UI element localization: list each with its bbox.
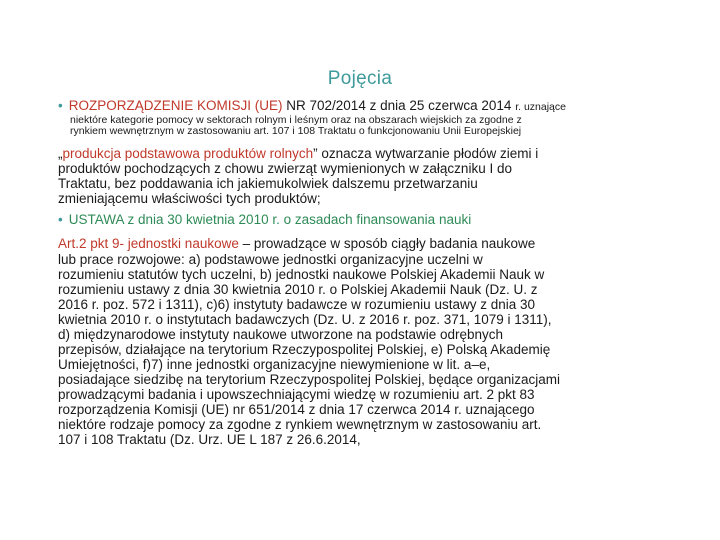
article-line: 2016 r. poz. 572 i 1311), c)6) instytuty badawcze w rozumieniu ustawy z dnia 30 xyxy=(58,297,536,312)
definition-line-1-rest: ” oznacza wytwarzanie płodów ziemi i xyxy=(313,146,539,161)
bullet-dot-icon: • xyxy=(58,212,63,227)
article-line: d) międzynarodowe instytuty naukowe utworzone na podstawie odrębnych xyxy=(58,327,504,342)
act-text: USTAWA z dnia 30 kwietnia 2010 r. o zasadach finansowania nauki xyxy=(68,212,472,227)
article-line: posiadające siedzibę na terytorium Rzeczypospolitej Polskiej, będące organizacjami xyxy=(58,372,561,387)
regulation-sub-line-2: rynkiem wewnętrznym w zastosowaniu art. 107 i 108 Traktatu o funkcjonowaniu Unii Europejskiej xyxy=(70,125,522,137)
bullet-act xyxy=(58,212,471,227)
definition-line-2: produktów pochodzących z chowu zwierząt wymienionych w załączniku I do xyxy=(58,161,512,176)
bullet-regulation xyxy=(58,98,566,113)
article-line: przepisów, działające na terytorium Rzeczypospolitej Polskiej, e) Polską Akademię xyxy=(58,342,551,357)
definition-open-quote: „ xyxy=(58,146,63,161)
bullet-dot-icon: • xyxy=(58,98,63,113)
article-line: prowadzącymi badania i upowszechniającymi wiedzę w rozumieniu art. 2 pkt 83 xyxy=(58,387,535,402)
article-line: lub prace rozwojowe: a) podstawowe jednostki organizacyjne uczelni w xyxy=(58,252,483,267)
definition-line-3: Traktatu, bez poddawania ich jakiemukolwiek dalszemu przetwarzaniu xyxy=(58,176,478,191)
article-line: rozumieniu ustawy z dnia 30 kwietnia 2010 r. o Polskiej Akademii Nauk (Dz. U. z xyxy=(58,282,538,297)
article-head xyxy=(58,236,535,251)
regulation-tail: r. uznające xyxy=(515,101,566,113)
article-head-rest: – prowadzące w sposób ciągły badania naukowe xyxy=(238,236,536,251)
article-line: rozporządzenia Komisji (UE) nr 651/2014 z dnia 17 czerwca 2014 r. uznającego xyxy=(58,402,535,417)
definition-term: produkcja podstawowa produktów rolnych xyxy=(62,146,314,161)
slide-title: Pojęcia xyxy=(327,68,393,89)
definition-line-1 xyxy=(58,146,538,161)
regulation-number: NR 702/2014 z dnia 25 czerwca 2014 xyxy=(286,98,512,113)
article-line: 107 i 108 Traktatu (Dz. Urz. UE L 187 z 26.6.2014, xyxy=(58,432,361,447)
article-line: Umiejętności, f)7) inne jednostki organizacyjne niewymienione w lit. a–e, xyxy=(58,357,491,372)
article-line: niektóre rodzaje pomocy za zgodne z rynkiem wewnętrznym w zastosowaniu art. xyxy=(58,417,542,432)
regulation-prefix: ROZPORZĄDZENIE KOMISJI (UE) xyxy=(68,98,283,113)
article-head-label: Art.2 pkt 9- jednostki naukowe xyxy=(58,236,239,251)
definition-line-4: zmieniającemu właściwości tych produktów; xyxy=(58,191,321,206)
regulation-sub-line-1: niektóre kategorie pomocy w sektorach rolnym i leśnym oraz na obszarach wiejskich za zgodne z xyxy=(70,114,522,126)
article-line: rozumieniu statutów tych uczelni, b) jednostki naukowe Polskiej Akademii Nauk w xyxy=(58,267,545,282)
article-line: kwietnia 2010 r. o instytutach badawczych (Dz. U. z 2016 r. poz. 371, 1079 i 1311), xyxy=(58,312,552,327)
